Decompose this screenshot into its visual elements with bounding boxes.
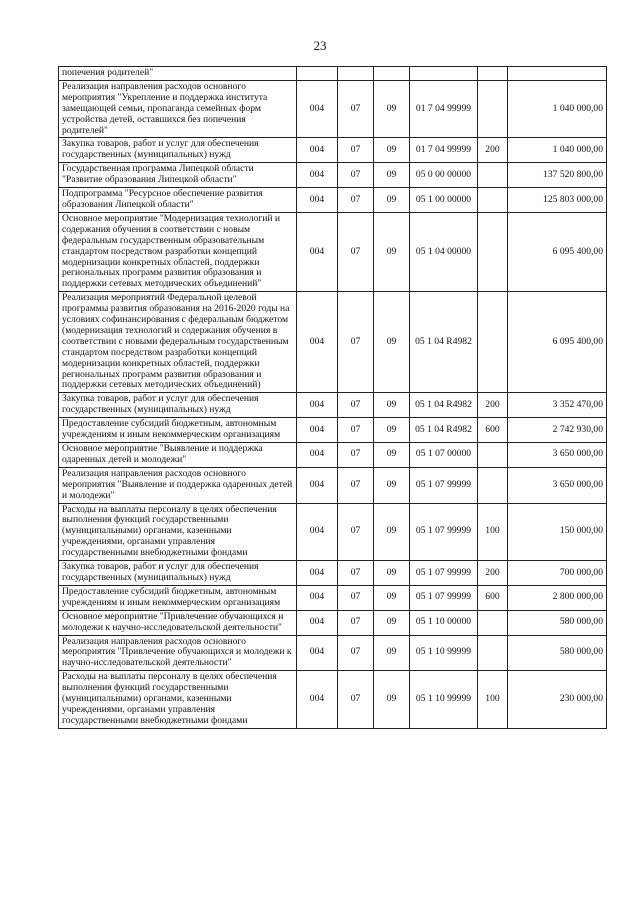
ved-code-cell: 004 [297,292,338,393]
target-article-cell: 05 1 00 00000 [410,188,478,213]
target-article-cell: 05 0 00 00000 [410,163,478,188]
table-row [59,163,607,188]
target-article-cell: 01 7 04 99999 [410,80,478,138]
section-code-cell: 07 [338,635,374,671]
ved-code-cell [297,67,338,81]
table-row [59,671,607,729]
row-name-cell: Закупка товаров, работ и услуг для обеспечения государственных (муниципальных) нужд [59,138,297,163]
expense-type-cell: 100 [478,671,508,729]
row-name-cell: Закупка товаров, работ и услуг для обеспечения государственных (муниципальных) нужд [59,561,297,586]
table-row [59,67,607,81]
table-body [59,67,607,729]
ved-code-cell: 004 [297,418,338,443]
table-row [59,80,607,138]
amount-cell: 150 000,00 [508,503,607,561]
target-article-cell: 05 1 07 99999 [410,585,478,610]
target-article-cell: 05 1 04 R4982 [410,292,478,393]
subsection-code-cell: 09 [374,418,410,443]
row-name-cell: Предоставление субсидий бюджетным, автономным учреждениям и иным некоммерческим организациям [59,585,297,610]
table-row [59,610,607,635]
table-row [59,635,607,671]
amount-cell: 137 520 800,00 [508,163,607,188]
subsection-code-cell: 09 [374,467,410,503]
expense-type-cell [478,635,508,671]
row-name-cell: Реализация направления расходов основного мероприятия "Выявление и поддержка одаренных детей и молодежи" [59,467,297,503]
expense-type-cell [478,67,508,81]
amount-cell: 3 650 000,00 [508,467,607,503]
target-article-cell: 05 1 07 00000 [410,443,478,468]
ved-code-cell: 004 [297,585,338,610]
expense-type-cell [478,163,508,188]
ved-code-cell: 004 [297,80,338,138]
subsection-code-cell: 09 [374,292,410,393]
row-name-cell: Государственная программа Липецкой области "Развитие образования Липецкой области" [59,163,297,188]
row-name-cell: Закупка товаров, работ и услуг для обеспечения государственных (муниципальных) нужд [59,393,297,418]
section-code-cell: 07 [338,671,374,729]
ved-code-cell: 004 [297,188,338,213]
row-name-cell: Реализация направления расходов основного мероприятия "Привлечение обучающихся и молодежи к научно-исследовательской деятельности" [59,635,297,671]
subsection-code-cell: 09 [374,138,410,163]
section-code-cell: 07 [338,503,374,561]
target-article-cell: 05 1 10 99999 [410,671,478,729]
ved-code-cell: 004 [297,610,338,635]
amount-cell: 3 352 470,00 [508,393,607,418]
subsection-code-cell: 09 [374,610,410,635]
table-row [59,393,607,418]
section-code-cell [338,67,374,81]
amount-cell [508,67,607,81]
target-article-cell: 05 1 07 99999 [410,561,478,586]
section-code-cell: 07 [338,80,374,138]
section-code-cell: 07 [338,188,374,213]
target-article-cell: 01 7 04 99999 [410,138,478,163]
target-article-cell: 05 1 04 R4982 [410,393,478,418]
amount-cell: 2 742 930,00 [508,418,607,443]
budget-table [58,66,607,729]
amount-cell: 3 650 000,00 [508,443,607,468]
section-code-cell: 07 [338,561,374,586]
amount-cell: 6 095 400,00 [508,292,607,393]
amount-cell: 230 000,00 [508,671,607,729]
row-name-cell: Расходы на выплаты персоналу в целях обеспечения выполнения функций государственными (муниципальными) органами, казенными учреждениями, органами управления государственными внебюджетными фондами [59,671,297,729]
ved-code-cell: 004 [297,561,338,586]
expense-type-cell: 100 [478,503,508,561]
subsection-code-cell: 09 [374,671,410,729]
table-row [59,138,607,163]
amount-cell: 1 040 000,00 [508,138,607,163]
section-code-cell: 07 [338,418,374,443]
amount-cell: 125 803 000,00 [508,188,607,213]
amount-cell: 1 040 000,00 [508,80,607,138]
table-row [59,561,607,586]
expense-type-cell [478,467,508,503]
subsection-code-cell: 09 [374,212,410,291]
ved-code-cell: 004 [297,443,338,468]
subsection-code-cell: 09 [374,393,410,418]
table-row [59,292,607,393]
expense-type-cell [478,610,508,635]
section-code-cell: 07 [338,467,374,503]
expense-type-cell: 200 [478,138,508,163]
expense-type-cell: 600 [478,585,508,610]
page-number: 23 [313,38,327,53]
section-code-cell: 07 [338,138,374,163]
subsection-code-cell: 09 [374,503,410,561]
table-row [59,212,607,291]
section-code-cell: 07 [338,610,374,635]
table-row [59,188,607,213]
target-article-cell: 05 1 04 R4982 [410,418,478,443]
table-row [59,467,607,503]
subsection-code-cell: 09 [374,585,410,610]
section-code-cell: 07 [338,163,374,188]
row-name-cell: Реализация направления расходов основного мероприятия "Укрепление и поддержка института замещающей семьи, пропаганда семейных форм устройства детей, оставшихся без попечения родителей" [59,80,297,138]
row-name-cell: попечения родителей" [59,67,297,81]
amount-cell: 700 000,00 [508,561,607,586]
expense-type-cell: 600 [478,418,508,443]
expense-type-cell: 200 [478,393,508,418]
ved-code-cell: 004 [297,138,338,163]
table-row [59,418,607,443]
section-code-cell: 07 [338,292,374,393]
target-article-cell: 05 1 04 00000 [410,212,478,291]
expense-type-cell [478,292,508,393]
row-name-cell: Предоставление субсидий бюджетным, автономным учреждениям и иным некоммерческим организациям [59,418,297,443]
ved-code-cell: 004 [297,393,338,418]
row-name-cell: Основное мероприятие "Привлечение обучающихся и молодежи к научно-исследовательской деятельности" [59,610,297,635]
subsection-code-cell: 09 [374,80,410,138]
subsection-code-cell: 09 [374,561,410,586]
amount-cell: 580 000,00 [508,610,607,635]
target-article-cell: 05 1 10 00000 [410,610,478,635]
subsection-code-cell: 09 [374,635,410,671]
expense-type-cell [478,188,508,213]
ved-code-cell: 004 [297,671,338,729]
subsection-code-cell: 09 [374,163,410,188]
row-name-cell: Основное мероприятие "Выявление и поддержка одаренных детей и молодежи" [59,443,297,468]
expense-type-cell: 200 [478,561,508,586]
row-name-cell: Подпрограмма "Ресурсное обеспечение развития образования Липецкой области" [59,188,297,213]
expense-type-cell [478,212,508,291]
table-row [59,503,607,561]
row-name-cell: Расходы на выплаты персоналу в целях обеспечения выполнения функций государственными (муниципальными) органами, казенными учреждениями, органами управления государственными внебюджетными фондами [59,503,297,561]
section-code-cell: 07 [338,443,374,468]
table-row [59,585,607,610]
section-code-cell: 07 [338,212,374,291]
subsection-code-cell: 09 [374,443,410,468]
section-code-cell: 07 [338,393,374,418]
amount-cell: 2 800 000,00 [508,585,607,610]
section-code-cell: 07 [338,585,374,610]
target-article-cell [410,67,478,81]
row-name-cell: Реализация мероприятий Федеральной целевой программы развития образования на 2016-2020 годы на условиях софинансирования с федеральным бюджетом (модернизация технологий и содержания обучения в соответствии с новыми федеральным государственным стандартом посредством разработки концепций модернизации конкретных областей, поддержки региональных программ развития образования и поддержки сетевых методических объединений) [59,292,297,393]
subsection-code-cell [374,67,410,81]
subsection-code-cell: 09 [374,188,410,213]
target-article-cell: 05 1 10 99999 [410,635,478,671]
ved-code-cell: 004 [297,467,338,503]
ved-code-cell: 004 [297,503,338,561]
expense-type-cell [478,443,508,468]
ved-code-cell: 004 [297,163,338,188]
expense-type-cell [478,80,508,138]
row-name-cell: Основное мероприятие "Модернизация технологий и содержания обучения в соответствии с новым федеральным государственным образовательным стандартом посредством разработки концепций модернизации конкретных областей, поддержки региональных программ развития образования и поддержки сетевых методических объединений" [59,212,297,291]
ved-code-cell: 004 [297,635,338,671]
amount-cell: 580 000,00 [508,635,607,671]
target-article-cell: 05 1 07 99999 [410,467,478,503]
amount-cell: 6 095 400,00 [508,212,607,291]
target-article-cell: 05 1 07 99999 [410,503,478,561]
table-row [59,443,607,468]
ved-code-cell: 004 [297,212,338,291]
